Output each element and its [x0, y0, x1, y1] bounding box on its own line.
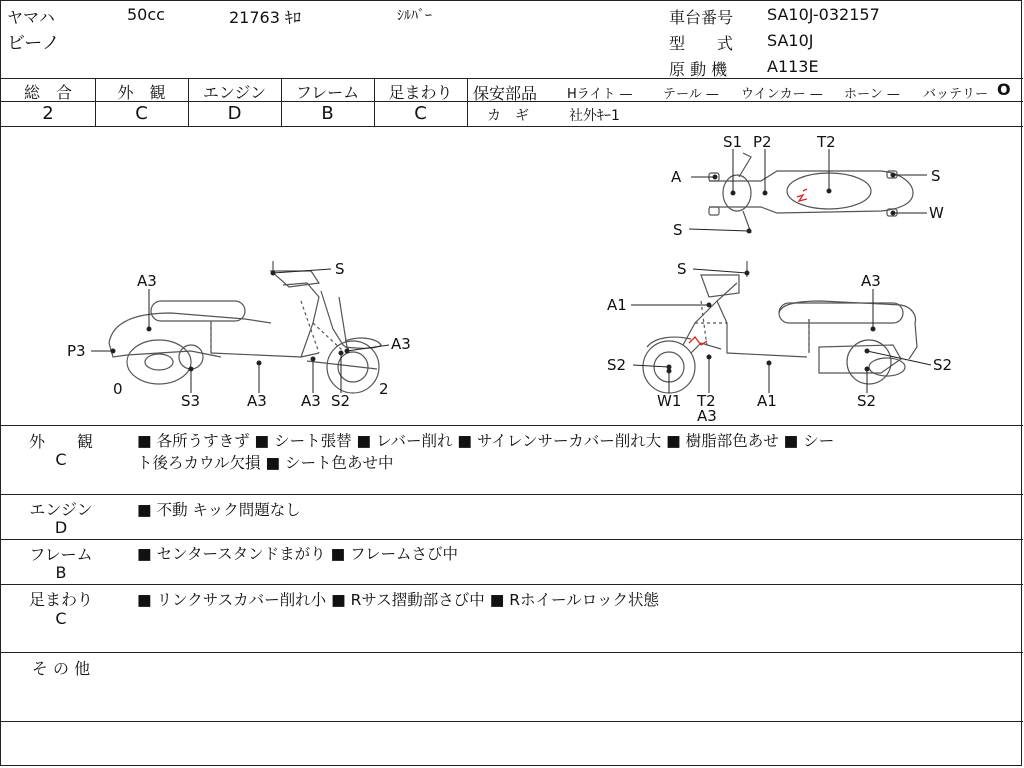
note-category-engine: エンジン [29, 500, 93, 519]
grade-header-frame: フレーム [295, 83, 360, 102]
diagram-label: A1 [757, 392, 777, 410]
note-text-engine: ■ 不動 キック問題なし [137, 501, 301, 519]
divider [467, 78, 468, 126]
diagram-label: S1 [723, 133, 743, 151]
maker-name: ヤマハ [7, 8, 55, 27]
battery-ok-mark: O [997, 80, 1011, 99]
diagram-label: A3 [137, 272, 157, 290]
scooter-top-view [709, 153, 913, 233]
mileage: 21763 ｷﾛ [229, 8, 301, 27]
diagram-label: S2 [933, 356, 953, 374]
grade-value-exterior: C [135, 103, 148, 124]
frame-no-label: 車台番号 [669, 8, 734, 27]
diagram-label: S3 [181, 392, 201, 410]
note-category-suspension: 足まわり [28, 590, 93, 609]
grade-value-overall: 2 [42, 103, 54, 124]
safety-label: 保安部品 [473, 84, 538, 103]
color-name: ｼﾙﾊﾞｰ [397, 8, 432, 24]
grade-value-suspension: C [414, 103, 427, 124]
diagram-label: 2 [379, 380, 389, 398]
grade-header-engine: エンジン [202, 83, 267, 102]
type-label: 型 式 [669, 34, 734, 53]
grade-value-frame: B [321, 103, 334, 124]
note-grade-engine: D [54, 518, 68, 537]
diagram-label: S [673, 221, 683, 239]
grade-header-exterior: 外 観 [117, 83, 166, 102]
note-text-exterior: ■ 各所うすきず ■ シート張替 ■ レバー削れ ■ サイレンサーカバー削れ大 ■ 樹脂部色あせ ■ シー [137, 432, 835, 450]
diagram-label: S [931, 167, 941, 185]
safety-item-headlight: Hライト — [567, 87, 633, 102]
model-name: ビーノ [7, 33, 60, 54]
divider [1, 652, 1023, 653]
diagram-label: P3 [67, 342, 86, 360]
diagram-label: S [335, 260, 345, 278]
diagram-label: A3 [301, 392, 321, 410]
divider [1, 494, 1023, 495]
note-text-suspension: ■ リンクサスカバー削れ小 ■ Rサス摺動部さび中 ■ Rホイールロック状態 [137, 591, 659, 609]
note-category-frame: フレーム [29, 545, 93, 564]
grade-header-overall: 総 合 [23, 83, 72, 102]
divider [1, 721, 1023, 722]
engine-label: 原 動 機 [669, 60, 728, 79]
diagram-label: T2 [697, 392, 716, 410]
diagram-label: 0 [113, 380, 123, 398]
diagram-label: A1 [607, 296, 627, 314]
diagram-label: S2 [331, 392, 351, 410]
diagram-label: W1 [657, 392, 682, 410]
note-grade-exterior: C [55, 450, 67, 469]
type-value: SA10J [767, 31, 814, 50]
note-category-exterior: 外 観 [28, 432, 93, 451]
diagram-label: A3 [697, 407, 717, 425]
note-grade-suspension: C [55, 609, 67, 628]
diagram-label: T2 [817, 133, 836, 151]
divider [1, 425, 1023, 426]
key-label: カ ギ [487, 108, 529, 124]
note-text-exterior: ト後ろカウル欠損 ■ シート色あせ中 [137, 454, 394, 472]
engine-value: A113E [767, 57, 819, 76]
displacement: 50cc [127, 5, 165, 24]
divider [1, 539, 1023, 540]
condition-diagram [1, 127, 1023, 425]
diagram-label: A3 [861, 272, 881, 290]
safety-item-horn: ホーン — [844, 87, 900, 102]
diagram-label: W [929, 204, 944, 222]
note-text-frame: ■ センタースタンドまがり ■ フレームさび中 [137, 545, 459, 563]
diagram-label: A3 [391, 335, 411, 353]
divider [1, 584, 1023, 585]
diagram-label: S2 [607, 356, 627, 374]
diagram-label: S2 [857, 392, 877, 410]
diagram-label: A [671, 168, 682, 186]
key-value: 社外ｷｰ1 [569, 108, 620, 124]
diagram-label: A3 [247, 392, 267, 410]
grade-header-suspension: 足まわり [388, 83, 453, 102]
diagram-label: S [677, 260, 687, 278]
diagram-label: P2 [753, 133, 772, 151]
note-grade-frame: B [55, 563, 67, 582]
safety-item-tail: テール — [663, 87, 719, 102]
safety-item-battery: バッテリー [923, 87, 989, 102]
frame-no-value: SA10J-032157 [767, 5, 880, 24]
note-category-other: そ の 他 [31, 659, 91, 678]
grade-value-engine: D [227, 103, 242, 124]
safety-item-winker: ウインカー — [741, 87, 823, 102]
divider [1, 78, 1023, 79]
